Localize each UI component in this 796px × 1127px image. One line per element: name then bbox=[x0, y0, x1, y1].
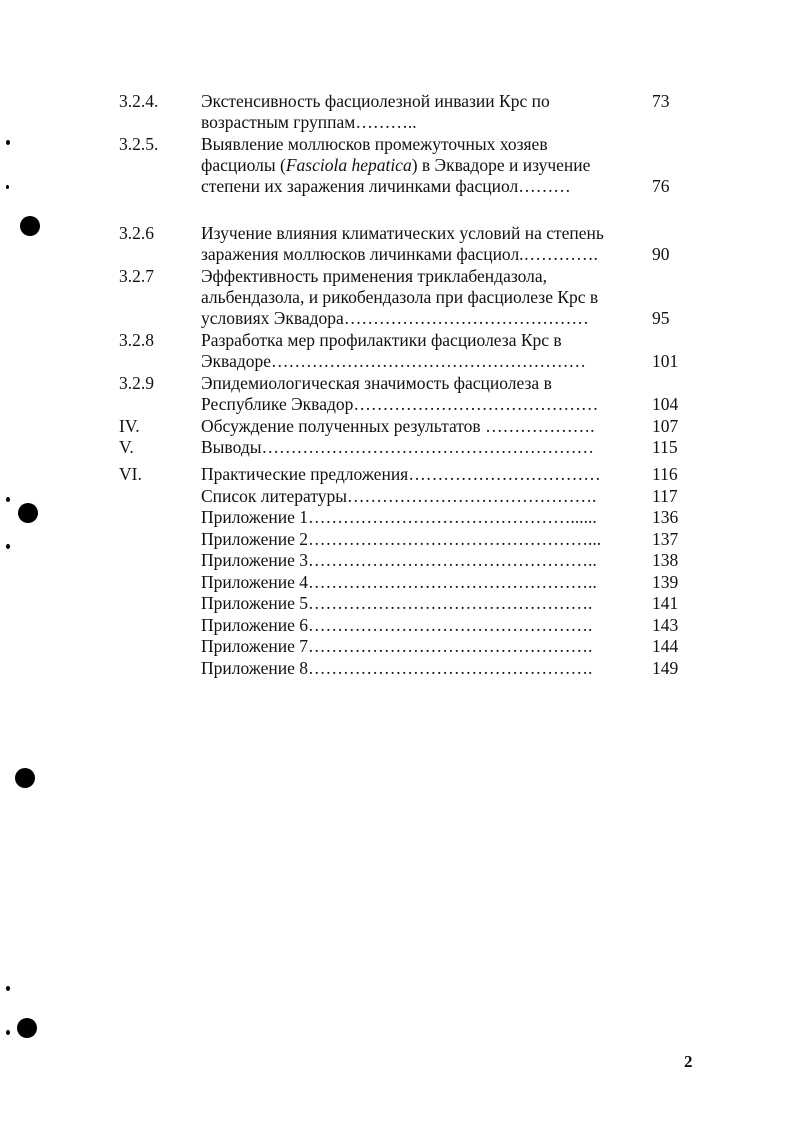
punch-hole-dot bbox=[17, 1018, 37, 1038]
toc-number: 3.2.4. bbox=[119, 91, 159, 111]
page-number: 2 bbox=[684, 1052, 693, 1071]
toc-entry-text: возрастным группам……….. bbox=[201, 112, 417, 132]
punch-hole-dot bbox=[18, 503, 38, 523]
toc-entry-text: фасциолы (Fasciola hepatica) в Эквадоре и изучение bbox=[201, 155, 591, 175]
toc-page-number: 90 bbox=[652, 244, 670, 264]
toc-entry-text: Приложение 5…………………………………………. bbox=[201, 593, 593, 613]
toc-page-number: 149 bbox=[652, 658, 679, 678]
toc-entry-text: Приложение 1………………………………………...... bbox=[201, 507, 597, 527]
toc-page-number: 101 bbox=[652, 351, 679, 371]
toc-number: 3.2.8 bbox=[119, 330, 154, 350]
toc-entry-text: Практические предложения…………………………… bbox=[201, 464, 601, 484]
toc-page-number: 137 bbox=[652, 529, 679, 549]
toc-page-number: 73 bbox=[652, 91, 670, 111]
toc-entry-text: Список литературы……………………………………. bbox=[201, 486, 597, 506]
toc-entry-text: Приложение 8…………………………………………. bbox=[201, 658, 593, 678]
toc-entry-text: Эффективность применения триклабендазола, bbox=[201, 266, 548, 286]
toc-page-number: 141 bbox=[652, 593, 679, 613]
toc-page-number: 136 bbox=[652, 507, 679, 527]
toc-page-number: 116 bbox=[652, 464, 678, 484]
toc-page-number: 76 bbox=[652, 176, 670, 196]
toc-page-number: 143 bbox=[652, 615, 679, 635]
toc-number: 3.2.6 bbox=[119, 223, 154, 243]
toc-entry-text: Разработка мер профилактики фасциолеза Крс в bbox=[201, 330, 562, 350]
toc-page-number: 115 bbox=[652, 437, 678, 457]
scan-speck bbox=[6, 497, 10, 502]
toc-number: IV. bbox=[119, 416, 140, 436]
toc-number: 3.2.7 bbox=[119, 266, 154, 286]
toc-entry-text: Обсуждение полученных результатов ………………. bbox=[201, 416, 595, 436]
toc-entry-text: Эквадоре……………………………………………… bbox=[201, 351, 587, 371]
toc-entry-text: Республике Эквадор…………………………………… bbox=[201, 394, 599, 414]
toc-page-number: 104 bbox=[652, 394, 679, 414]
toc-number: 3.2.5. bbox=[119, 134, 159, 154]
scan-speck bbox=[6, 185, 9, 189]
toc-entry-text: Выявление моллюсков промежуточных хозяев bbox=[201, 134, 548, 154]
toc-page-number: 144 bbox=[652, 636, 679, 656]
toc-entry-text: заражения моллюсков личинками фасциол.…………. bbox=[201, 244, 598, 264]
species-name: Fasciola hepatica bbox=[285, 155, 412, 175]
toc-entry-text: Изучение влияния климатических условий на степень bbox=[201, 223, 604, 243]
toc-page-number: 95 bbox=[652, 308, 670, 328]
toc-entry-text: Приложение 2…………………………………………... bbox=[201, 529, 602, 549]
toc-page-number: 139 bbox=[652, 572, 679, 592]
scan-speck bbox=[6, 140, 10, 145]
punch-hole-dot bbox=[15, 768, 35, 788]
toc-entry-text: условиях Эквадора…………………………………… bbox=[201, 308, 589, 328]
toc-page-number: 107 bbox=[652, 416, 679, 436]
toc-entry-text: Экстенсивность фасциолезной инвазии Крс по bbox=[201, 91, 550, 111]
scan-speck bbox=[6, 986, 10, 991]
toc-entry-text: Приложение 6…………………………………………. bbox=[201, 615, 593, 635]
toc-entry-text: Приложение 4………………………………………….. bbox=[201, 572, 597, 592]
scan-speck bbox=[6, 544, 10, 549]
toc-page-number: 138 bbox=[652, 550, 679, 570]
toc-number: VI. bbox=[119, 464, 142, 484]
toc-number: 3.2.9 bbox=[119, 373, 154, 393]
toc-page-number: 117 bbox=[652, 486, 678, 506]
toc-entry-text: Приложение 3………………………………………….. bbox=[201, 550, 597, 570]
toc-entry-text: Приложение 7…………………………………………. bbox=[201, 636, 593, 656]
toc-entry-text: Выводы………………………………………………… bbox=[201, 437, 594, 457]
toc-entry-text: Эпидемиологическая значимость фасциолеза в bbox=[201, 373, 552, 393]
scan-speck bbox=[6, 1030, 10, 1035]
toc-entry-text: альбендазола, и рикобендазола при фасциолезе Крс в bbox=[201, 287, 599, 307]
toc-number: V. bbox=[119, 437, 134, 457]
toc-entry-text: степени их заражения личинками фасциол……… bbox=[201, 176, 571, 196]
punch-hole-dot bbox=[20, 216, 40, 236]
